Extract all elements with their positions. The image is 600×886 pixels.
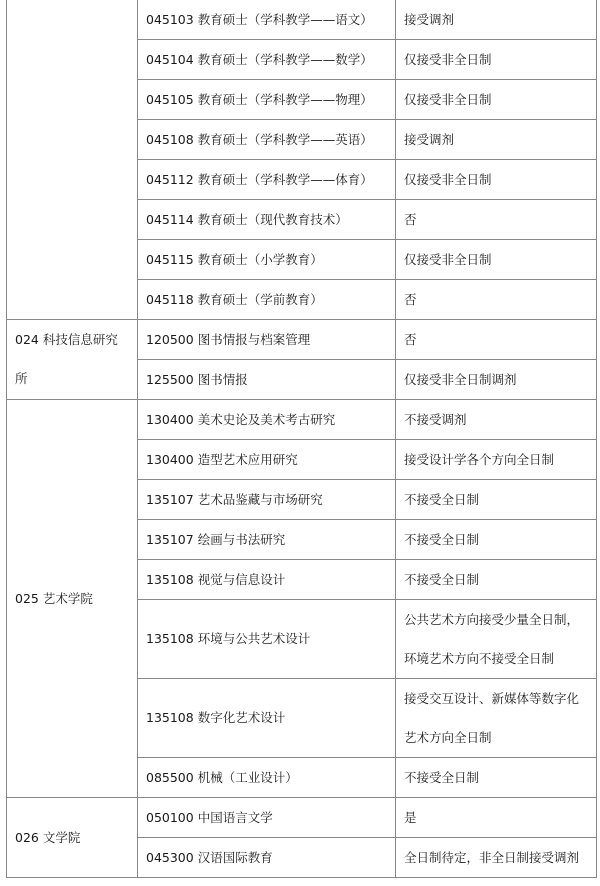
policy-line: 艺术方向全日制 <box>404 730 492 745</box>
major-cell: 120500 图书情报与档案管理 <box>138 320 396 360</box>
major-cell: 130400 造型艺术应用研究 <box>138 440 396 480</box>
table-row <box>7 0 597 40</box>
major-cell: 045118 教育硕士（学前教育） <box>138 280 396 320</box>
major-cell: 135108 视觉与信息设计 <box>138 560 396 600</box>
policy-cell: 是 <box>396 798 597 838</box>
table-row <box>7 400 597 440</box>
major-cell: 135108 环境与公共艺术设计 <box>138 600 396 679</box>
policy-cell: 接受设计学各个方向全日制 <box>396 440 597 480</box>
major-cell: 085500 机械（工业设计） <box>138 758 396 798</box>
policy-cell <box>396 600 597 679</box>
policy-cell: 否 <box>396 200 597 240</box>
policy-cell: 全日制待定，非全日制接受调剂 <box>396 838 597 878</box>
policy-cell: 接受调剂 <box>396 0 597 40</box>
policy-cell: 接受调剂 <box>396 120 597 160</box>
dept-cell <box>7 320 138 400</box>
major-cell: 125500 图书情报 <box>138 360 396 400</box>
major-cell: 135107 绘画与书法研究 <box>138 520 396 560</box>
major-cell: 045108 教育硕士（学科教学——英语） <box>138 120 396 160</box>
policy-cell: 仅接受非全日制 <box>396 40 597 80</box>
major-cell: 045115 教育硕士（小学教育） <box>138 240 396 280</box>
major-cell: 045112 教育硕士（学科教学——体育） <box>138 160 396 200</box>
policy-cell: 仅接受非全日制调剂 <box>396 360 597 400</box>
major-cell: 045105 教育硕士（学科教学——物理） <box>138 80 396 120</box>
major-cell: 135108 数字化艺术设计 <box>138 679 396 758</box>
policy-cell: 仅接受非全日制 <box>396 240 597 280</box>
major-cell: 045114 教育硕士（现代教育技术） <box>138 200 396 240</box>
dept-cell <box>7 0 138 320</box>
dept-name-line1: 024 科技信息研究 <box>15 331 118 347</box>
policy-line: 环境艺术方向不接受全日制 <box>404 651 555 666</box>
table-row <box>7 320 597 360</box>
admissions-table <box>6 0 597 878</box>
policy-line: 公共艺术方向接受少量全日制， <box>404 612 580 627</box>
policy-line: 接受交互设计、新媒体等数字化 <box>404 691 580 706</box>
dept-cell: 026 文学院 <box>7 798 138 878</box>
major-cell: 050100 中国语言文学 <box>138 798 396 838</box>
policy-cell: 不接受全日制 <box>396 520 597 560</box>
table-row <box>7 798 597 838</box>
policy-cell: 仅接受非全日制 <box>396 80 597 120</box>
major-cell: 045104 教育硕士（学科教学——数学） <box>138 40 396 80</box>
policy-cell: 不接受全日制 <box>396 560 597 600</box>
major-cell: 130400 美术史论及美术考古研究 <box>138 400 396 440</box>
major-cell: 135107 艺术品鉴藏与市场研究 <box>138 480 396 520</box>
policy-cell <box>396 679 597 758</box>
policy-cell: 不接受全日制 <box>396 758 597 798</box>
dept-cell: 025 艺术学院 <box>7 400 138 798</box>
policy-cell: 不接受全日制 <box>396 480 597 520</box>
major-cell: 045103 教育硕士（学科教学——语文） <box>138 0 396 40</box>
policy-cell: 否 <box>396 320 597 360</box>
dept-name-line2: 所 <box>15 370 28 386</box>
major-cell: 045300 汉语国际教育 <box>138 838 396 878</box>
policy-cell: 仅接受非全日制 <box>396 160 597 200</box>
policy-cell: 否 <box>396 280 597 320</box>
policy-cell: 不接受调剂 <box>396 400 597 440</box>
